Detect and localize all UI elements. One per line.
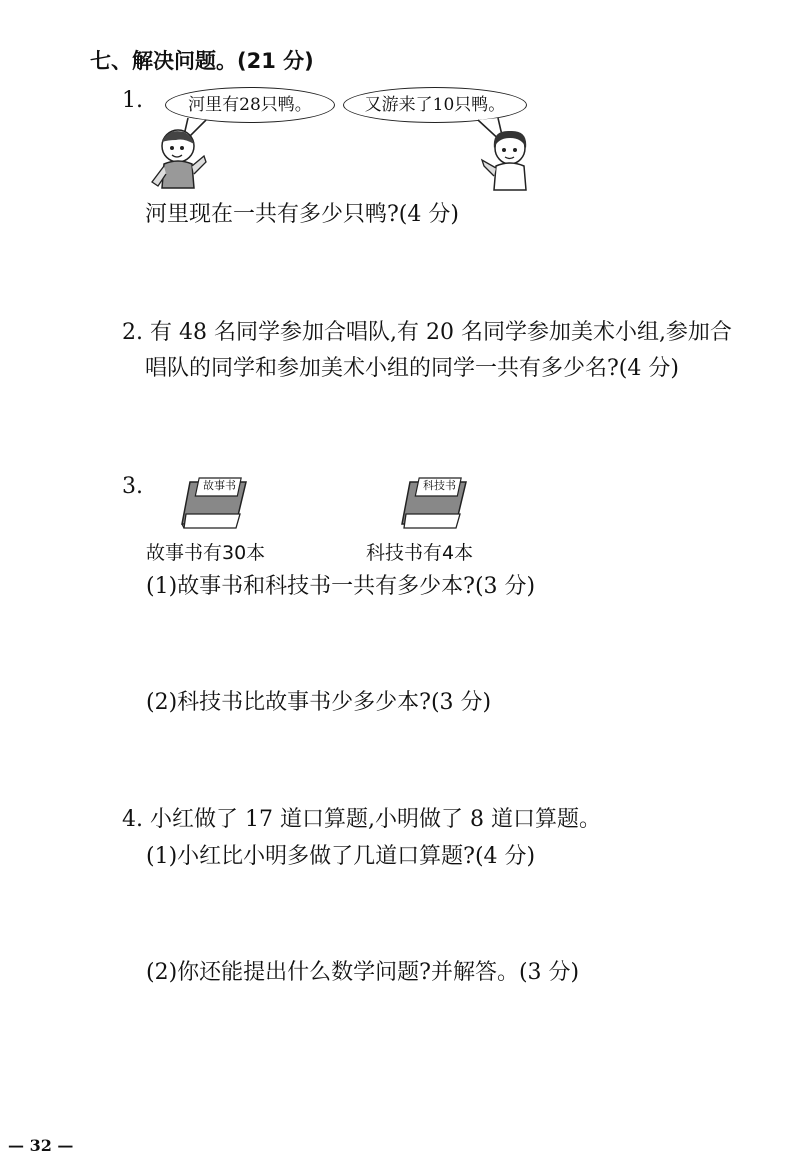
speech-bubble-boy: 河里有28只鸭。 [165, 87, 335, 123]
question-3-number: 3. [122, 474, 143, 499]
question-4-sub-2: (2)你还能提出什么数学问题?并解答。(3 分) [146, 960, 580, 985]
question-3-sub-2: (2)科技书比故事书少多少本?(3 分) [146, 690, 492, 715]
question-3-sub-1: (1)故事书和科技书一共有多少本?(3 分) [146, 574, 536, 599]
storybook-caption: 故事书有30本 [146, 542, 266, 564]
boy-illustration [150, 126, 210, 194]
question-4-sub-1: (1)小红比小明多做了几道口算题?(4 分) [146, 844, 536, 869]
science-book-caption: 科技书有4本 [366, 542, 474, 564]
question-4-line-1: 4. 小红做了 17 道口算题,小明做了 8 道口算题。 [122, 807, 601, 832]
speech-bubble-girl: 又游来了10只鸭。 [343, 87, 527, 123]
question-2-line-2: 唱队的同学和参加美术小组的同学一共有多少名?(4 分) [145, 356, 679, 381]
girl-illustration [478, 128, 538, 194]
question-2-line-1: 2. 有 48 名同学参加合唱队,有 20 名同学参加美术小组,参加合 [122, 320, 732, 345]
question-1-text: 河里现在一共有多少只鸭?(4 分) [145, 202, 459, 227]
question-1-number: 1. [122, 88, 143, 113]
page-number: — 32 — [8, 1136, 74, 1155]
section-title: 七、解决问题。(21 分) [90, 49, 314, 73]
science-book-cover-label: 科技书 [423, 479, 456, 492]
storybook-cover-label: 故事书 [203, 479, 236, 492]
